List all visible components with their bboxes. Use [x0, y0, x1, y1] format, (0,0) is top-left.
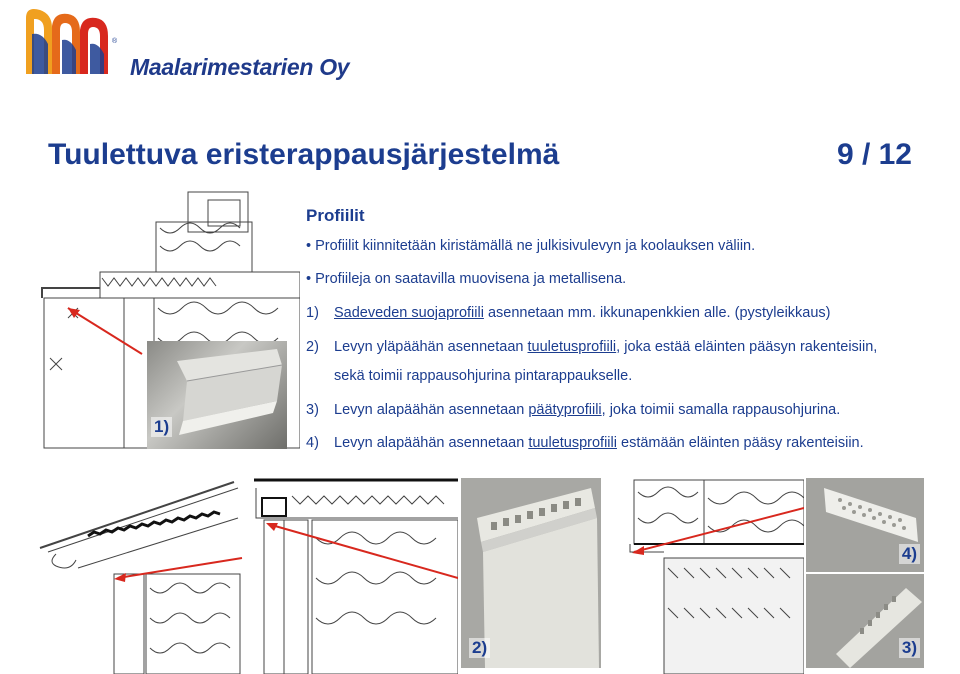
link-ventilation-profile-2[interactable]: tuuletusprofiili: [528, 435, 617, 451]
list-item-3: 3) Levyn alapäähän asennetaan päätyprofiili, joka toimii samalla rappausohjurina.: [306, 402, 841, 418]
list-item-2-continued: sekä toimii rappausohjurina pintarappaukselle.: [334, 368, 633, 384]
photo-end-and-ventilation-profiles: [806, 478, 924, 668]
eave-section-drawing: [38, 478, 250, 674]
logo-mark-icon: [22, 4, 122, 80]
company-logo: [22, 4, 352, 82]
link-rain-profile[interactable]: Sadeveden suojaprofiili: [334, 305, 484, 321]
list-item-2: 2) Levyn yläpäähän asennetaan tuuletusprofiili, joka estää eläinten pääsyn rakenteisiin,: [306, 339, 878, 355]
list-item-1: 1) Sadeveden suojaprofiili asennetaan mm. ikkunapenkkien alle. (pystyleikkaus): [306, 305, 831, 321]
page-number: 9 / 12: [836, 138, 912, 171]
photo-label-1: 1): [151, 417, 172, 437]
link-end-profile[interactable]: päätyprofiili: [528, 402, 602, 418]
page-title: Tuulettuva eristerappausjärjestelmä: [48, 138, 560, 171]
photo-label-2: 2): [469, 638, 490, 658]
trademark-symbol: ®: [112, 38, 118, 45]
photo-label-3: 3): [899, 638, 920, 658]
link-ventilation-profile[interactable]: tuuletusprofiili: [527, 339, 617, 355]
list-item-4: 4) Levyn alapäähän asennetaan tuuletusprofiili estämään eläinten pääsy rakenteisiin.: [306, 435, 864, 451]
bullet-item: • Profiileja on saatavilla muovisena ja metallisena.: [306, 271, 627, 287]
bullet-item: • Profiilit kiinnitetään kiristämällä ne julkisivulevyn ja koolauksen väliin.: [306, 238, 756, 254]
photo-rain-profile: [147, 341, 287, 449]
base-profile-section-drawing: [604, 478, 804, 674]
gable-section-drawing: [252, 478, 458, 674]
logo-wordmark: Maalarimestarien Oy: [130, 54, 350, 80]
photo-ventilation-profile: [461, 478, 601, 668]
photo-label-4: 4): [899, 544, 920, 564]
section-heading: Profiilit: [306, 206, 365, 225]
